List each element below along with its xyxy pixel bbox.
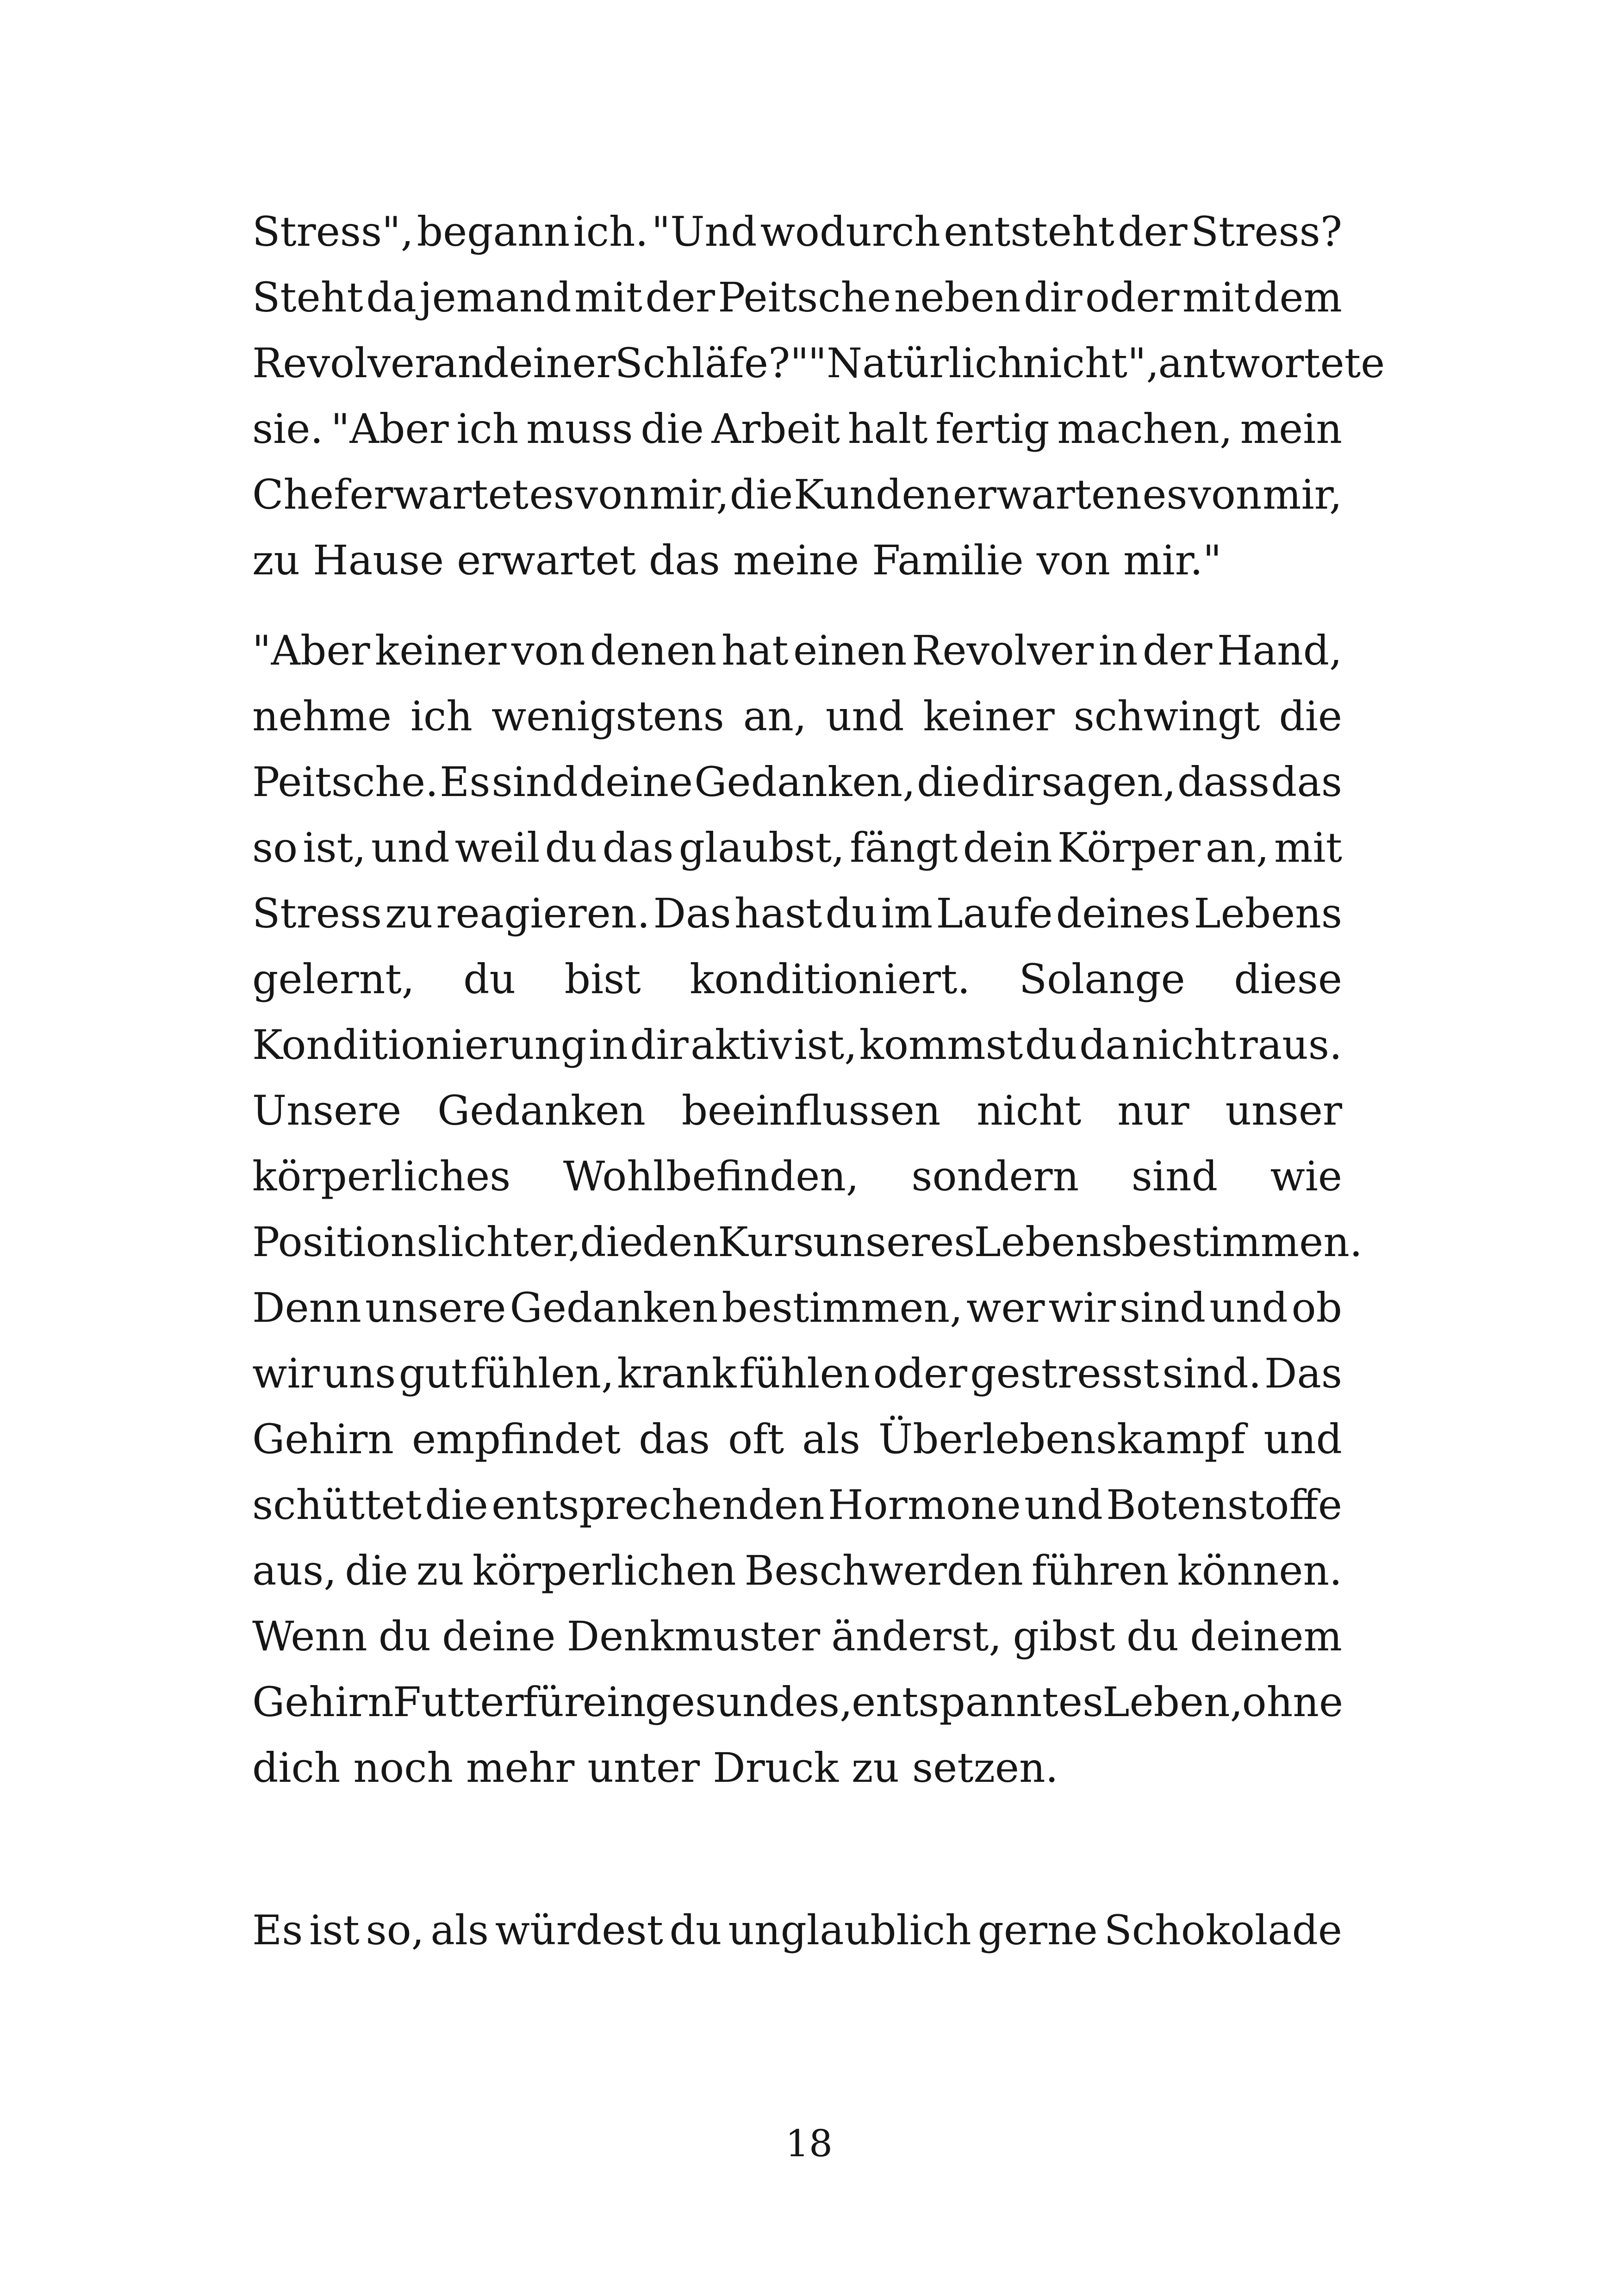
text-line: Peitsche. Es sind deine Gedanken, die dir sagen, dass das [252, 758, 1342, 806]
text-line: Konditionierung in dir aktiv ist, kommst du da nicht raus. [252, 1021, 1342, 1069]
text-line: Revolver an deiner Schläfe?" "Natürlich nicht", antwortete [252, 339, 1385, 387]
text-line: Es ist so, als würdest du unglaublich gerne Schokolade [252, 1906, 1342, 1954]
text-line: Steht da jemand mit der Peitsche neben dir oder mit dem [252, 274, 1342, 321]
text-line: Wenn du deine Denkmuster änderst, gibst du deinem [252, 1612, 1342, 1660]
text-line: körperliches Wohlbefinden, sondern sind wie [252, 1152, 1342, 1200]
page-number: 18 [785, 2122, 833, 2165]
text-line: dich noch mehr unter Druck zu setzen. [252, 1744, 1058, 1792]
text-line: Positionslichter, die den Kurs unseres Lebens bestimmen. [252, 1218, 1363, 1266]
text-line: aus, die zu körperlichen Beschwerden führen können. [252, 1547, 1342, 1594]
text-line: zu Hause erwartet das meine Familie von mir." [252, 536, 1222, 584]
text-line: Gehirn Futter für ein gesundes, entspanntes Leben, ohne [252, 1678, 1344, 1726]
text-line: Chef erwartet es von mir, die Kunden erwarten es von mir, [252, 471, 1342, 518]
paragraph-2 [252, 618, 1363, 1801]
text-line: "Aber keiner von denen hat einen Revolver in der Hand, [252, 627, 1342, 674]
paragraph-1 [252, 199, 1385, 593]
text-line: nehme ich wenigstens an, und keiner schwingt die [252, 692, 1342, 740]
text-line: Unsere Gedanken beeinflussen nicht nur unser [252, 1087, 1342, 1134]
paragraph-3 [252, 1898, 1342, 1963]
text-line: gelernt, du bist konditioniert. Solange diese [252, 955, 1342, 1003]
text-line: Gehirn empfindet das oft als Überlebenskampf und [252, 1415, 1342, 1463]
text-line: Stress zu reagieren. Das hast du im Laufe deines Lebens [252, 890, 1342, 937]
text-line: wir uns gut fühlen, krank fühlen oder gestresst sind. Das [252, 1350, 1342, 1397]
text-line: sie. "Aber ich muss die Arbeit halt fertig machen, mein [252, 405, 1342, 453]
text-line: so ist, und weil du das glaubst, fängt dein Körper an, mit [252, 824, 1342, 871]
text-line: Stress", begann ich. "Und wodurch entsteht der Stress? [252, 208, 1342, 255]
text-line: schüttet die entsprechenden Hormone und Botenstoffe [252, 1481, 1342, 1529]
text-line: Denn unsere Gedanken bestimmen, wer wir sind und ob [252, 1284, 1342, 1332]
